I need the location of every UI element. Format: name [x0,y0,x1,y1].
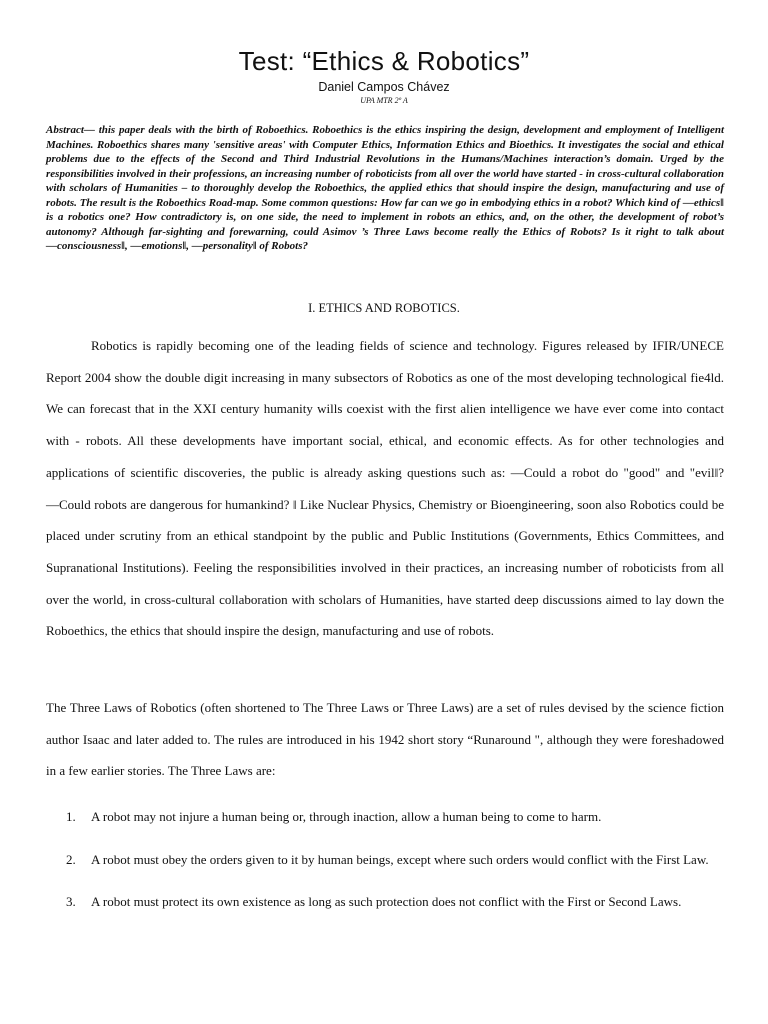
author-name: Daniel Campos Chávez [318,80,450,94]
list-item-number: 1. [66,809,76,824]
list-item [46,886,724,917]
three-laws-list [46,801,724,929]
section-heading: I. ETHICS AND ROBOTICS. [308,301,460,315]
list-item-text: A robot must obey the orders given to it by human beings, except where such orders would conflict with the First Law. [91,851,709,867]
list-item [46,844,724,875]
body-paragraph-1: Robotics is rapidly becoming one of the leading fields of science and technology. Figures released by IFIR/UNECE Report 2004 show the double digit increasing in many subsectors of Robotics as one of the most developing technological fie4ld. We can forecast that in the XXI century humanity wills coexist with the first alien intelligence we have ever come into contact with - robots. All these developments have important social, ethical, and economic effects. As for other technologies and applications of scientific discoveries, the public is already asking questions such as: ―Could a robot do "good" and "evil‖? ―Could robots are dangerous for humankind? ‖ Like Nuclear Physics, Chemistry or Bioengineering, soon also Robotics could be placed under scrutiny from an ethical standpoint by the public and Public Institutions (Governments, Ethics Committees, and Supranational Institutions). Feeling the responsibilities involved in their practices, an increasing number of roboticists from all over the world, in cross-cultural collaboration with scholars of Humanities, have started deep discussions aimed to lay down the Roboethics, the ethics that should inspire the design, manufacturing and use of robots. [46,338,724,639]
list-item-text: A robot may not injure a human being or, through inaction, allow a human being to come to harm. [91,809,602,824]
author-affiliation: UPA MTR 2º A [360,96,408,105]
list-item [46,801,724,832]
list-item-text: A robot must protect its own existence as long as such protection does not conflict with the First or Second Laws. [91,894,682,909]
abstract: Abstract— this paper deals with the birth of Roboethics. Roboethics is the ethics inspiring the design, development and employment of Intelligent Machines. Roboethics shares many 'sensitive areas' with Computer Ethics, Information Ethics and Bioethics. It investigates the social and ethical problems due to the effects of the Second and Third Industrial Revolutions in the Humans/Machines interaction’s domain. Urged by the responsibilities involved in their professions, an increasing number of roboticists from all over the world have started - in cross-cultural collaboration with scholars of Humanities – to thoroughly develop the Roboethics, the applied ethics that should inspire the design, manufacturing and use of robots. The result is the Roboethics Road-map. Some common questions: How far can we go in embodying ethics in a robot? Which kind of ―ethics‖ is a robotics one? How contradictory is, on one side, the need to implement in robots an ethics, and, on the other, the development of robot’s autonomy? Although far-sighting and forewarning, could Asimov ’s Three Laws become really the Ethics of Robots? Is it right to talk about ―consciousness‖, ―emotions‖, ―personality‖ of Robots? [46,124,724,252]
list-item-number: 3. [66,894,76,909]
document-title: Test: “Ethics & Robotics” [238,46,530,76]
body-paragraph-2: The Three Laws of Robotics (often shortened to The Three Laws or Three Laws) are a set of rules devised by the science fiction author Isaac and later added to. The rules are introduced in his 1942 short story “Runaround ", although they were foreshadowed in a few earlier stories. The Three Laws are: [46,700,724,778]
list-item-number: 2. [66,851,76,867]
